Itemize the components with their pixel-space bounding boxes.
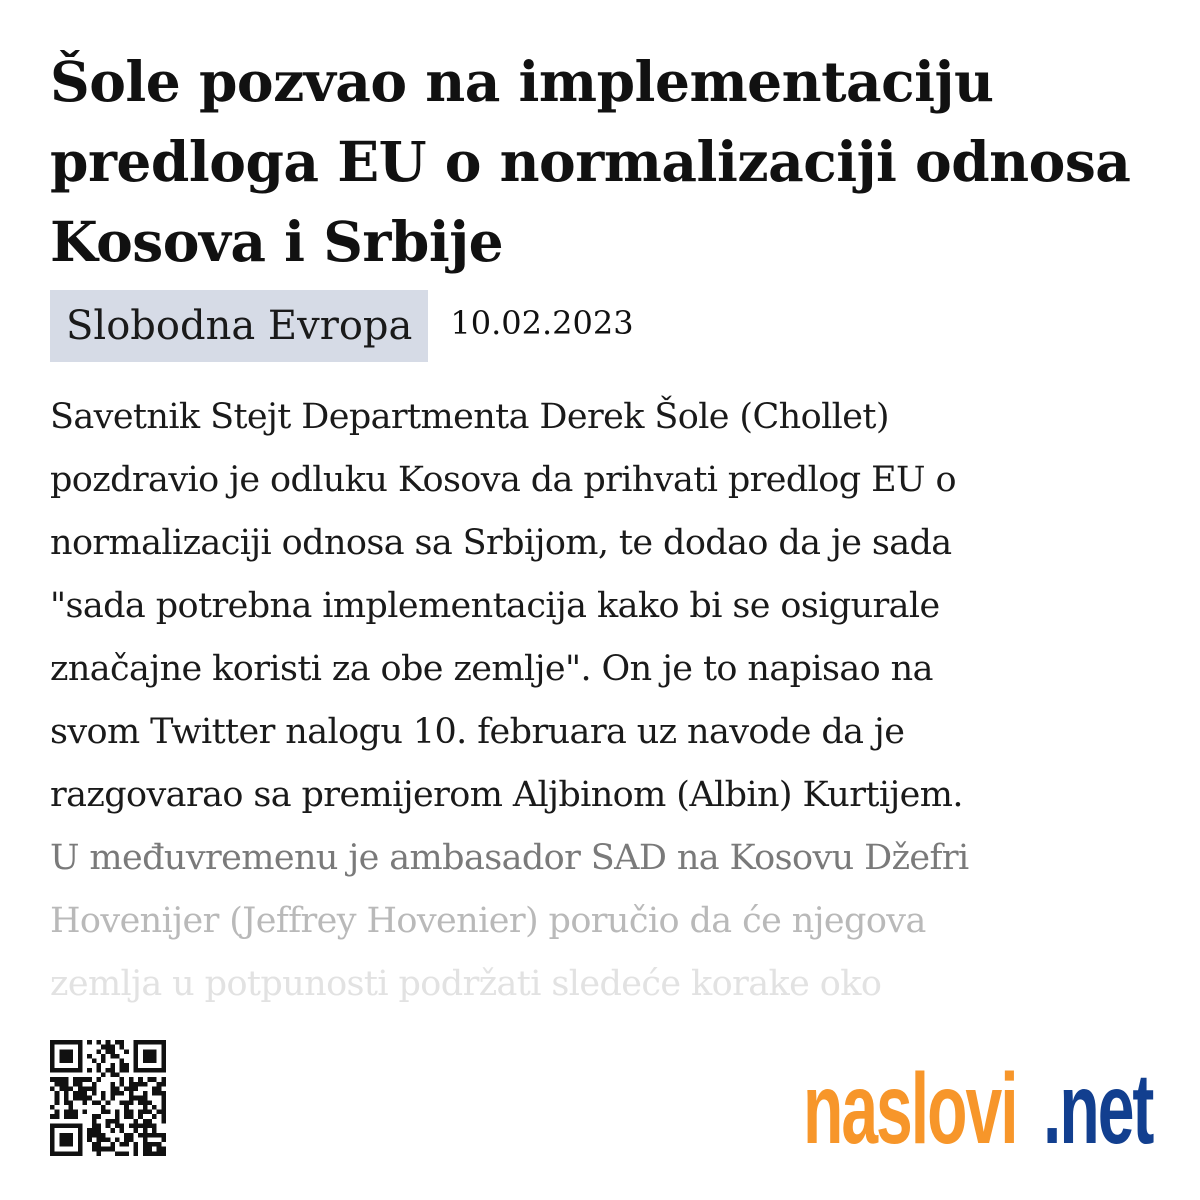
- body-line-faded: Hovenijer (Jeffrey Hovenier) poručio da će njegova: [50, 901, 926, 941]
- body-line: razgovarao sa premijerom Aljbinom (Albin) Kurtijem.: [50, 775, 963, 815]
- article-meta: [50, 290, 634, 362]
- body-line: svom Twitter nalogu 10. februara uz navode da je: [50, 712, 905, 752]
- body-line: normalizaciji odnosa sa Srbijom, te dodao da je sada: [50, 523, 952, 563]
- naslovi-net-logo[interactable]: [803, 1050, 1168, 1168]
- article-headline: Šole pozvao na implementaciju predloga EU o normalizaciji odnosa Kosova i Srbije: [50, 49, 1131, 274]
- body-line: "sada potrebna implementacija kako bi se osigurale: [50, 586, 940, 626]
- qr-code-icon[interactable]: [50, 1040, 166, 1156]
- body-line-faded: U međuvremenu je ambasador SAD na Kosovu Džefri: [50, 838, 969, 878]
- article-body: [50, 386, 1160, 1018]
- publish-date: 10.02.2023: [450, 304, 634, 342]
- logo-wordmark: naslovi: [803, 1053, 1017, 1165]
- body-line: pozdravio je odluku Kosova da prihvati predlog EU o: [50, 460, 956, 500]
- source-badge[interactable]: Slobodna Evropa: [50, 290, 428, 362]
- body-line-faded: zemlja u potpunosti podržati sledeće korake oko: [50, 964, 882, 1004]
- body-line: Savetnik Stejt Departmenta Derek Šole (Chollet): [50, 397, 889, 437]
- body-line: značajne koristi za obe zemlje". On je to napisao na: [50, 649, 933, 689]
- logo-domain: .net: [1043, 1053, 1153, 1165]
